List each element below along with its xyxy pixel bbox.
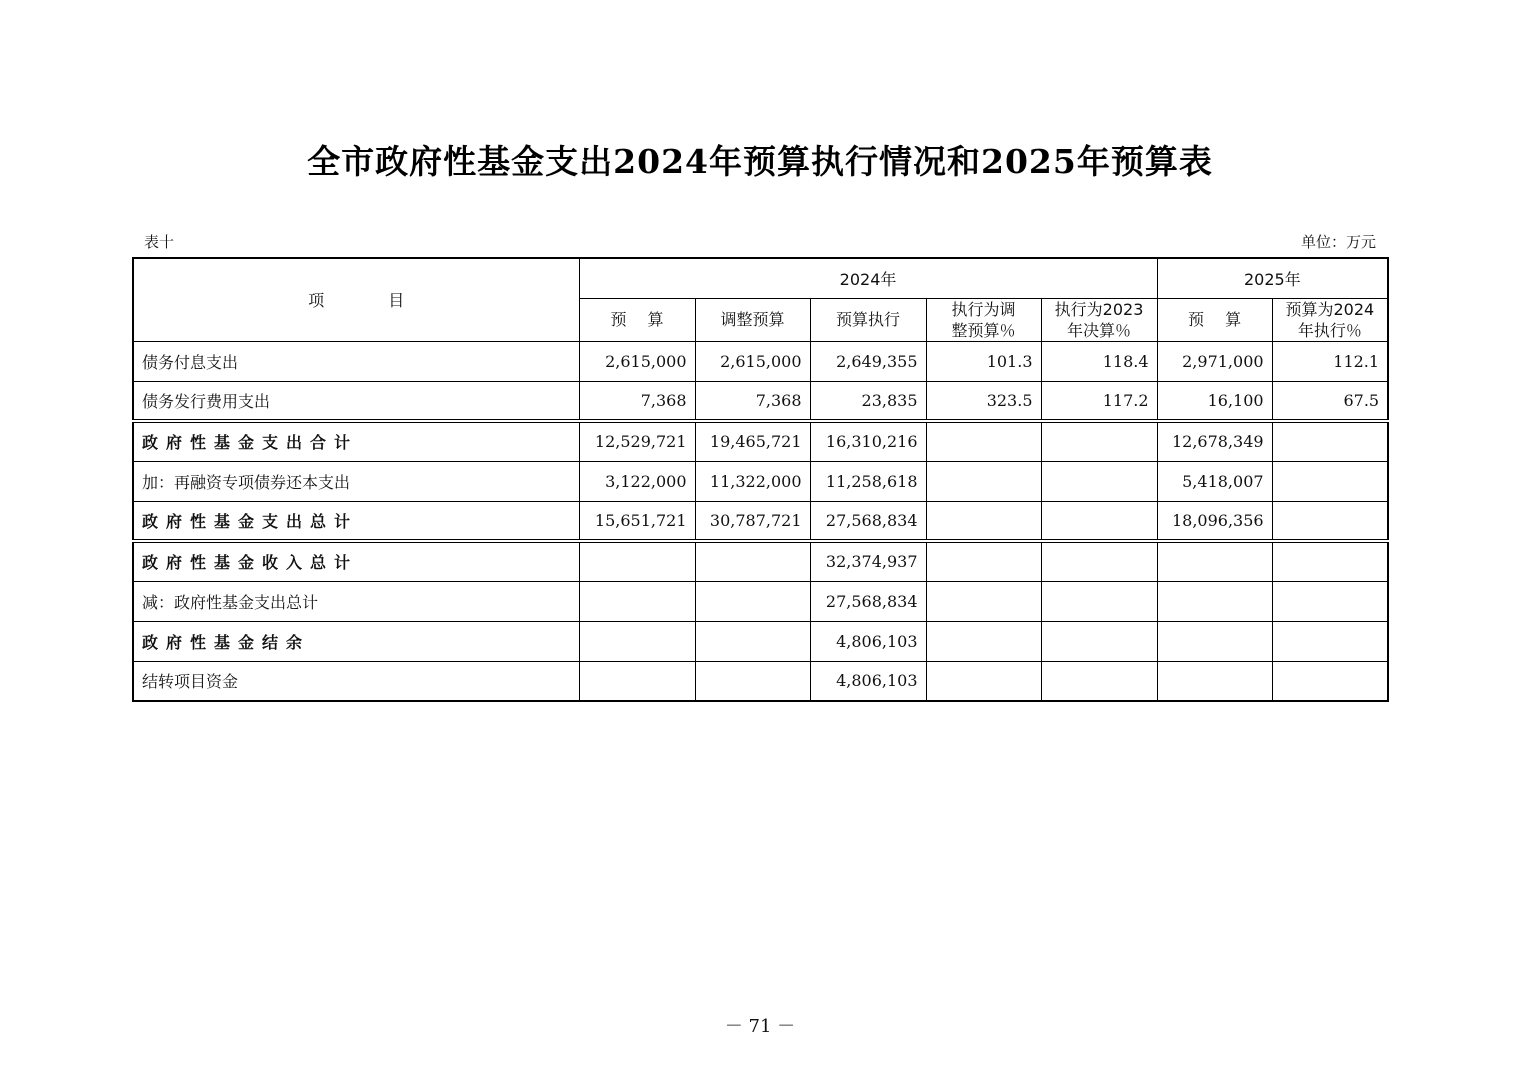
cell-value [1272, 461, 1388, 501]
row-item-label: 政府性基金收入总计 [133, 541, 579, 581]
cell-value [926, 501, 1041, 541]
cell-value [1272, 661, 1388, 701]
cell-value [1157, 581, 1272, 621]
table-row [133, 621, 1388, 661]
cell-value: 2,649,355 [810, 341, 926, 381]
row-item-label: 政府性基金支出总计 [133, 501, 579, 541]
cell-value [695, 621, 810, 661]
cell-value: 67.5 [1272, 381, 1388, 421]
table-row [133, 581, 1388, 621]
page-title: 全市政府性基金支出2024年预算执行情况和2025年预算表 [307, 142, 1213, 181]
cell-value: 5,418,007 [1157, 461, 1272, 501]
table-row [133, 341, 1388, 381]
cell-value: 2,615,000 [695, 341, 810, 381]
cell-value [1041, 501, 1157, 541]
header-year-2025: 2025年 [1157, 258, 1388, 298]
header-col: 预 算 [1157, 298, 1272, 341]
row-item-label: 政府性基金支出合计 [133, 421, 579, 461]
cell-value: 118.4 [1041, 341, 1157, 381]
row-item-label: 结转项目资金 [133, 661, 579, 701]
cell-value: 15,651,721 [579, 501, 695, 541]
cell-value: 32,374,937 [810, 541, 926, 581]
cell-value [1041, 461, 1157, 501]
cell-value [1272, 501, 1388, 541]
cell-value [579, 541, 695, 581]
cell-value [579, 621, 695, 661]
header-col: 预算为2024 年执行％ [1272, 298, 1388, 341]
cell-value [695, 541, 810, 581]
cell-value: 27,568,834 [810, 581, 926, 621]
page-number: － 71 － [724, 1016, 796, 1037]
table-row [133, 541, 1388, 581]
cell-value [579, 661, 695, 701]
row-item-label: 加：再融资专项债券还本支出 [133, 461, 579, 501]
cell-value [1041, 421, 1157, 461]
cell-value: 4,806,103 [810, 661, 926, 701]
cell-value: 30,787,721 [695, 501, 810, 541]
table-number: 表十 [144, 233, 175, 251]
cell-value [1041, 621, 1157, 661]
cell-value [1041, 581, 1157, 621]
cell-value: 323.5 [926, 381, 1041, 421]
cell-value: 12,678,349 [1157, 421, 1272, 461]
cell-value [695, 661, 810, 701]
budget-table [132, 257, 1389, 702]
cell-value: 112.1 [1272, 341, 1388, 381]
cell-value [926, 541, 1041, 581]
row-item-label: 债务发行费用支出 [133, 381, 579, 421]
cell-value [1272, 421, 1388, 461]
cell-value: 11,322,000 [695, 461, 810, 501]
cell-value: 18,096,356 [1157, 501, 1272, 541]
cell-value [1041, 541, 1157, 581]
cell-value: 4,806,103 [810, 621, 926, 661]
cell-value [926, 661, 1041, 701]
table-row [133, 501, 1388, 541]
cell-value: 2,615,000 [579, 341, 695, 381]
row-item-label: 债务付息支出 [133, 341, 579, 381]
cell-value: 7,368 [579, 381, 695, 421]
table-row [133, 421, 1388, 461]
table-row [133, 661, 1388, 701]
cell-value: 27,568,834 [810, 501, 926, 541]
cell-value: 2,971,000 [1157, 341, 1272, 381]
table-row [133, 461, 1388, 501]
cell-value [926, 461, 1041, 501]
cell-value: 16,310,216 [810, 421, 926, 461]
cell-value [1157, 541, 1272, 581]
cell-value: 12,529,721 [579, 421, 695, 461]
row-item-label: 政府性基金结余 [133, 621, 579, 661]
header-col: 调整预算 [695, 298, 810, 341]
cell-value: 101.3 [926, 341, 1041, 381]
cell-value: 117.2 [1041, 381, 1157, 421]
cell-value: 19,465,721 [695, 421, 810, 461]
header-item: 项 目 [133, 258, 579, 341]
cell-value [695, 581, 810, 621]
cell-value: 16,100 [1157, 381, 1272, 421]
cell-value [1272, 621, 1388, 661]
header-col: 执行为调 整预算％ [926, 298, 1041, 341]
cell-value [926, 621, 1041, 661]
header-col: 预 算 [579, 298, 695, 341]
table-row [133, 381, 1388, 421]
cell-value [1041, 661, 1157, 701]
header-col: 预算执行 [810, 298, 926, 341]
cell-value [579, 581, 695, 621]
cell-value [926, 581, 1041, 621]
header-year-2024: 2024年 [579, 258, 1157, 298]
cell-value [1157, 621, 1272, 661]
header-col: 执行为2023 年决算％ [1041, 298, 1157, 341]
cell-value: 23,835 [810, 381, 926, 421]
row-item-label: 减：政府性基金支出总计 [133, 581, 579, 621]
cell-value [926, 421, 1041, 461]
cell-value: 11,258,618 [810, 461, 926, 501]
cell-value [1157, 661, 1272, 701]
unit-label: 单位：万元 [1300, 233, 1376, 251]
cell-value [1272, 541, 1388, 581]
cell-value: 3,122,000 [579, 461, 695, 501]
cell-value: 7,368 [695, 381, 810, 421]
cell-value [1272, 581, 1388, 621]
